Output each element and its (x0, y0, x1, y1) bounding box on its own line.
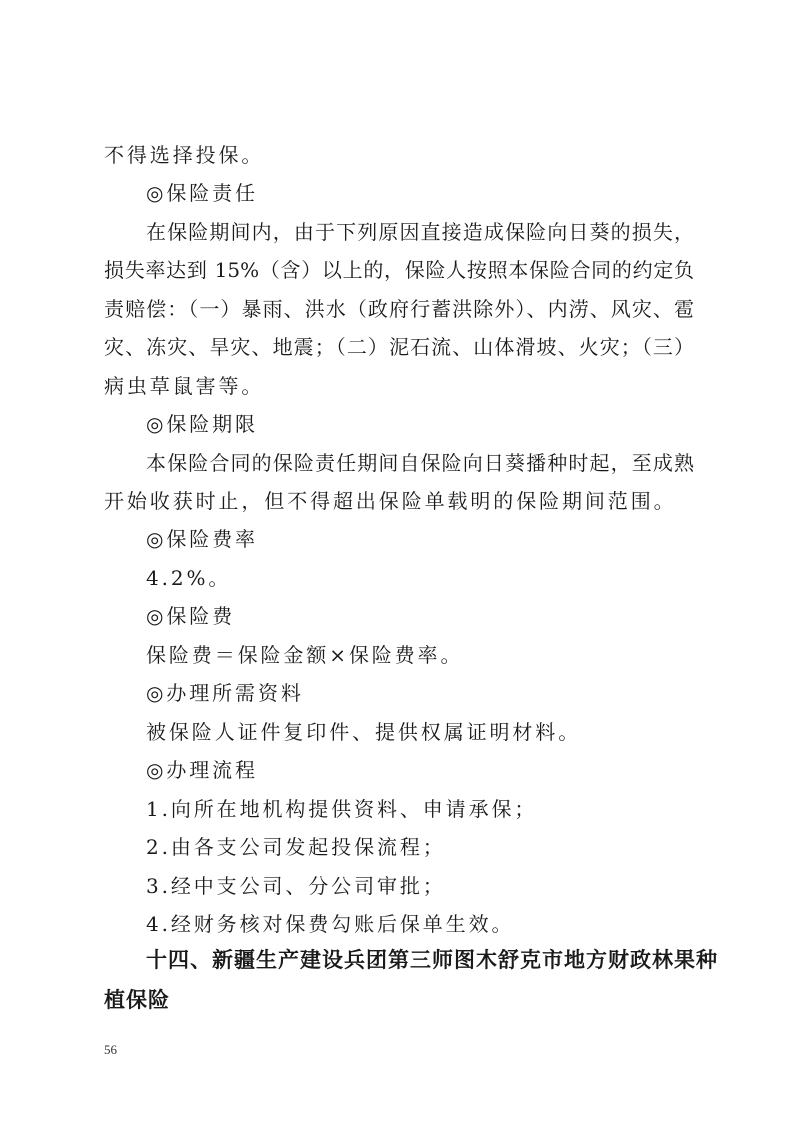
text-line: 损失率达到 15%（含）以上的，保险人按照本保险合同的约定负 (104, 258, 694, 282)
section-title-continued: 植保险 (104, 988, 170, 1012)
process-step: 1.向所在地机构提供资料、申请承保； (146, 797, 538, 821)
section-heading-rate: ◎保险费率 (146, 527, 258, 551)
text-line: 在保险期间内，由于下列原因直接造成保险向日葵的损失， (146, 220, 694, 244)
section-heading-materials: ◎办理所需资料 (146, 681, 304, 705)
text-line: 本保险合同的保险责任期间自保险向日葵播种时起，至成熟 (146, 451, 694, 475)
section-heading-liability: ◎保险责任 (146, 181, 258, 205)
section-heading-premium: ◎保险费 (146, 604, 236, 628)
section-heading-period: ◎保险期限 (146, 412, 258, 436)
text-line: 灾、冻灾、旱灾、地震；（二）泥石流、山体滑坡、火灾；（三） (104, 335, 694, 359)
text-line: 责赔偿：（一）暴雨、洪水（政府行蓄洪除外）、内涝、风灾、雹 (104, 297, 694, 321)
section-title: 十四、新疆生产建设兵团第三师图木舒克市地方财政林果种 (146, 948, 718, 972)
text-line: 4.2%。 (146, 566, 232, 590)
text-line: 病虫草鼠害等。 (104, 374, 265, 398)
process-step: 4.经财务核对保费勾账后保单生效。 (146, 912, 515, 936)
page-number: 56 (104, 1042, 117, 1057)
text-line: 开始收获时止，但不得超出保险单载明的保险期间范围。 (104, 489, 677, 513)
text-line: 不得选择投保。 (104, 143, 265, 167)
text-line: 被保险人证件复印件、提供权属证明材料。 (146, 720, 582, 744)
process-step: 3.经中支公司、分公司审批； (146, 874, 446, 898)
process-step: 2.由各支公司发起投保流程； (146, 835, 446, 859)
section-heading-process: ◎办理流程 (146, 758, 258, 782)
text-line: 保险费＝保险金额×保险费率。 (146, 643, 464, 667)
